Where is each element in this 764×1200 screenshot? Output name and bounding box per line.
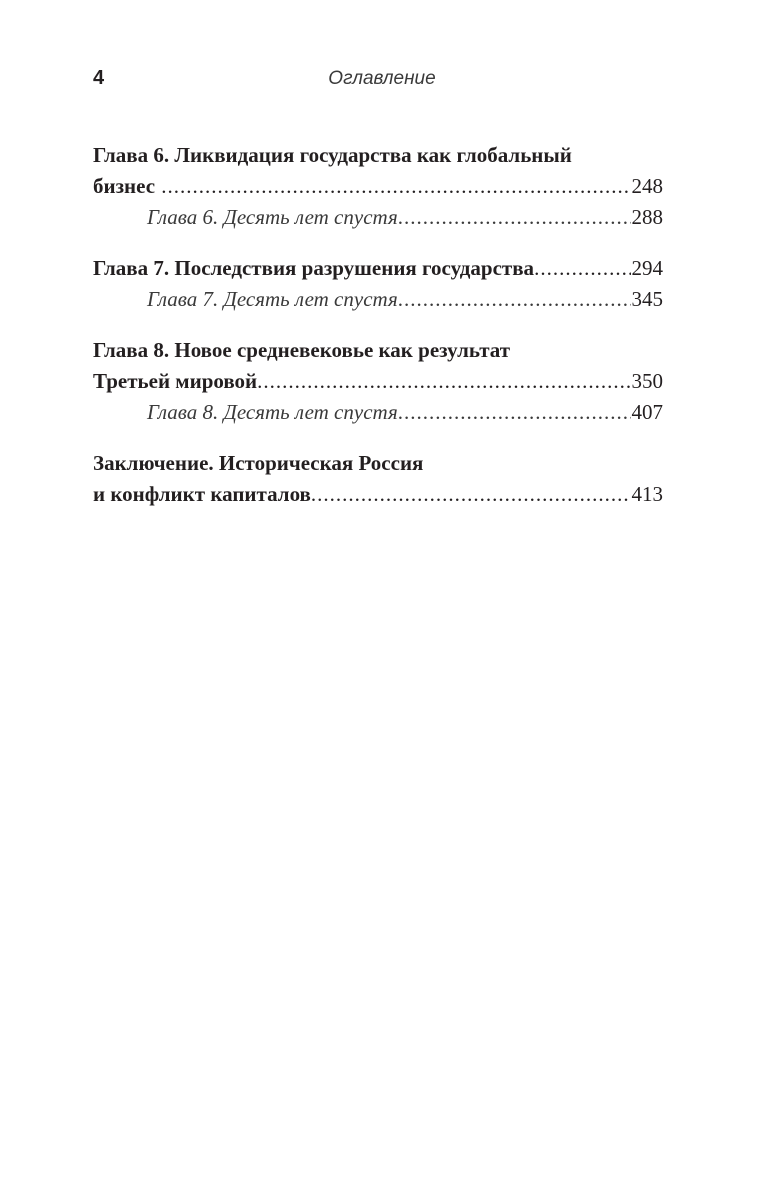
toc-entry-conclusion[interactable]	[93, 448, 663, 510]
page-number: 4	[93, 67, 105, 89]
toc-entry-title: Заключение. Историческая Россия	[93, 451, 424, 475]
toc-entry-title: Третьей мировой	[93, 369, 258, 393]
running-head: Оглавление	[328, 68, 436, 89]
toc-entry-title: Глава 8. Новое средневековье как результат	[93, 338, 511, 362]
dot-leader	[311, 479, 631, 510]
table-of-contents	[93, 140, 663, 530]
toc-page-number: 413	[631, 482, 663, 506]
toc-subentry[interactable]	[93, 397, 663, 428]
toc-subentry[interactable]	[93, 202, 663, 233]
toc-page-number: 345	[631, 287, 663, 311]
dot-leader	[257, 366, 630, 397]
toc-entry-leader-line	[93, 366, 663, 397]
toc-entry-chapter-7[interactable]	[93, 253, 663, 315]
toc-subentry-title: Глава 8. Десять лет спустя	[147, 400, 398, 424]
toc-entry-title: Глава 7. Последствия разрушения государства	[93, 256, 535, 280]
toc-page-number: 248	[631, 174, 663, 198]
dot-leader	[534, 253, 630, 284]
toc-page-number: 407	[631, 400, 663, 424]
toc-subentry[interactable]	[93, 284, 663, 315]
dot-leader	[398, 397, 631, 428]
dot-leader	[155, 171, 630, 202]
toc-subentry-title: Глава 7. Десять лет спустя	[147, 287, 398, 311]
toc-entry-title: Глава 6. Ликвидация государства как глобальный	[93, 143, 572, 167]
dot-leader	[398, 284, 631, 315]
toc-page-number: 288	[631, 205, 663, 229]
toc-page-number: 350	[631, 369, 663, 393]
toc-entry-chapter-8[interactable]	[93, 335, 663, 428]
toc-subentry-title: Глава 6. Десять лет спустя	[147, 205, 398, 229]
toc-entry-leader-line	[93, 171, 663, 202]
toc-page-number: 294	[631, 256, 663, 280]
toc-entry-title: и конфликт капиталов	[93, 482, 311, 506]
toc-entry-leader-line	[93, 253, 663, 284]
dot-leader	[398, 202, 631, 233]
toc-entry-title: бизнес	[93, 174, 156, 198]
toc-entry-leader-line	[93, 479, 663, 510]
toc-entry-chapter-6[interactable]	[93, 140, 663, 233]
